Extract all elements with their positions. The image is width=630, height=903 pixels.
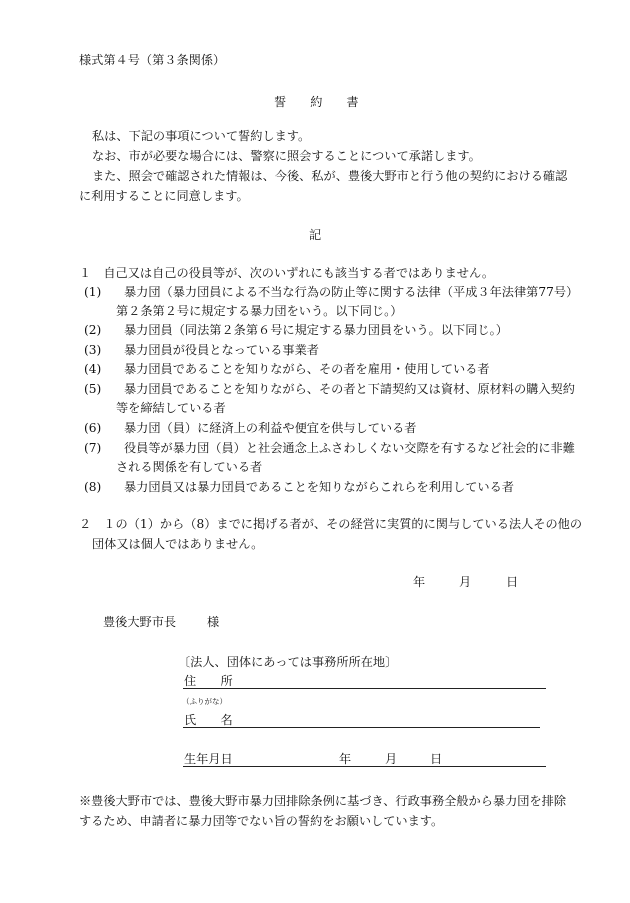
- list-item: [84, 363, 490, 375]
- list-item: [84, 324, 508, 336]
- title-char-2: 約: [310, 95, 323, 109]
- list-item: [84, 422, 417, 434]
- title-char-3: 書: [346, 95, 359, 109]
- date-day: 日: [506, 575, 519, 589]
- intro-line-3a: また、照会で確認された情報は、今後、私が、豊後大野市と行う他の契約における確認: [92, 169, 568, 183]
- item-number: (7): [84, 441, 102, 455]
- item-number: (2): [84, 323, 102, 337]
- item-number: (6): [84, 421, 102, 435]
- item-text: 暴力団員又は暴力団員であることを知りながらこれらを利用している者: [124, 480, 514, 494]
- item-continuation: 等を締結している者: [116, 401, 226, 415]
- item-number: (1): [84, 285, 102, 299]
- list-item: [84, 442, 575, 454]
- date-month: 月: [459, 575, 472, 589]
- name-label: 氏 名: [184, 713, 233, 727]
- item-text: 暴力団員であることを知りながら、その者と下請契約又は資材、原材料の購入契約: [124, 382, 575, 396]
- item-continuation: 第２条第２号に規定する暴力団をいう。以下同じ。）: [116, 304, 403, 318]
- applicant-note: 〔法人、団体にあっては事務所所在地〕: [178, 655, 398, 669]
- dob-month: 月: [385, 752, 398, 766]
- item-text: 暴力団員が役員となっている事業者: [124, 343, 319, 357]
- dob-day: 日: [430, 752, 443, 766]
- item-continuation: される関係を有している者: [116, 460, 263, 474]
- item-text: 暴力団（暴力団員による不当な行為の防止等に関する法律（平成３年法律第77号）: [124, 285, 579, 299]
- form-number: 様式第４号（第３条関係）: [79, 53, 226, 67]
- dob-label: 生年月日: [184, 752, 233, 766]
- dob-year: 年: [339, 752, 352, 766]
- footnote-line-2: するため、申請者に暴力団等でない旨の誓約をお願いしています。: [79, 814, 444, 828]
- furigana-label: （ふりがな）: [182, 697, 227, 706]
- list-item: [84, 383, 575, 395]
- item-text: 役員等が暴力団（員）と社会通念上ふさわしくない交際を有するなど社会的に非難: [124, 441, 575, 455]
- clause-2-line-2: 団体又は個人ではありません。: [92, 537, 264, 551]
- item-text: 暴力団員であることを知りながら、その者を雇用・使用している者: [124, 362, 490, 376]
- intro-line-1: 私は、下記の事項について誓約します。: [92, 129, 311, 143]
- item-number: (3): [84, 343, 102, 357]
- document-title: [274, 96, 359, 108]
- clause-2-line-1: ２ １の（1）から（8）までに掲げる者が、その経営に実質的に関与している法人その他の: [79, 517, 583, 531]
- clause-1-heading: １ 自己又は自己の役員等が、次のいずれにも該当する者ではありません。: [79, 266, 495, 280]
- item-number: (8): [84, 480, 102, 494]
- ki-heading: 記: [309, 228, 322, 242]
- list-item: [84, 286, 578, 298]
- item-number: (5): [84, 382, 102, 396]
- intro-line-3b: に利用することに同意します。: [79, 189, 249, 203]
- addressee-name: 豊後大野市長: [103, 615, 177, 629]
- list-item: [84, 344, 319, 356]
- list-item: [84, 481, 514, 493]
- item-text: 暴力団（員）に経済上の利益や便宜を供与している者: [124, 421, 417, 435]
- footnote-line-1: ※豊後大野市では、豊後大野市暴力団排除条例に基づき、行政事務全般から暴力団を排除: [79, 794, 567, 808]
- date-year: 年: [413, 575, 426, 589]
- title-char-1: 誓: [274, 95, 287, 109]
- address-field-line[interactable]: [183, 688, 546, 689]
- intro-line-2: なお、市が必要な場合には、警察に照会することについて承諾します。: [92, 149, 481, 163]
- item-number: (4): [84, 362, 102, 376]
- address-label: 住 所: [184, 674, 233, 688]
- name-field-line[interactable]: [183, 727, 540, 728]
- addressee-honorific: 様: [207, 615, 220, 629]
- item-text: 暴力団員（同法第２条第６号に規定する暴力団員をいう。以下同じ。）: [124, 323, 508, 337]
- dob-field-line[interactable]: [183, 766, 546, 767]
